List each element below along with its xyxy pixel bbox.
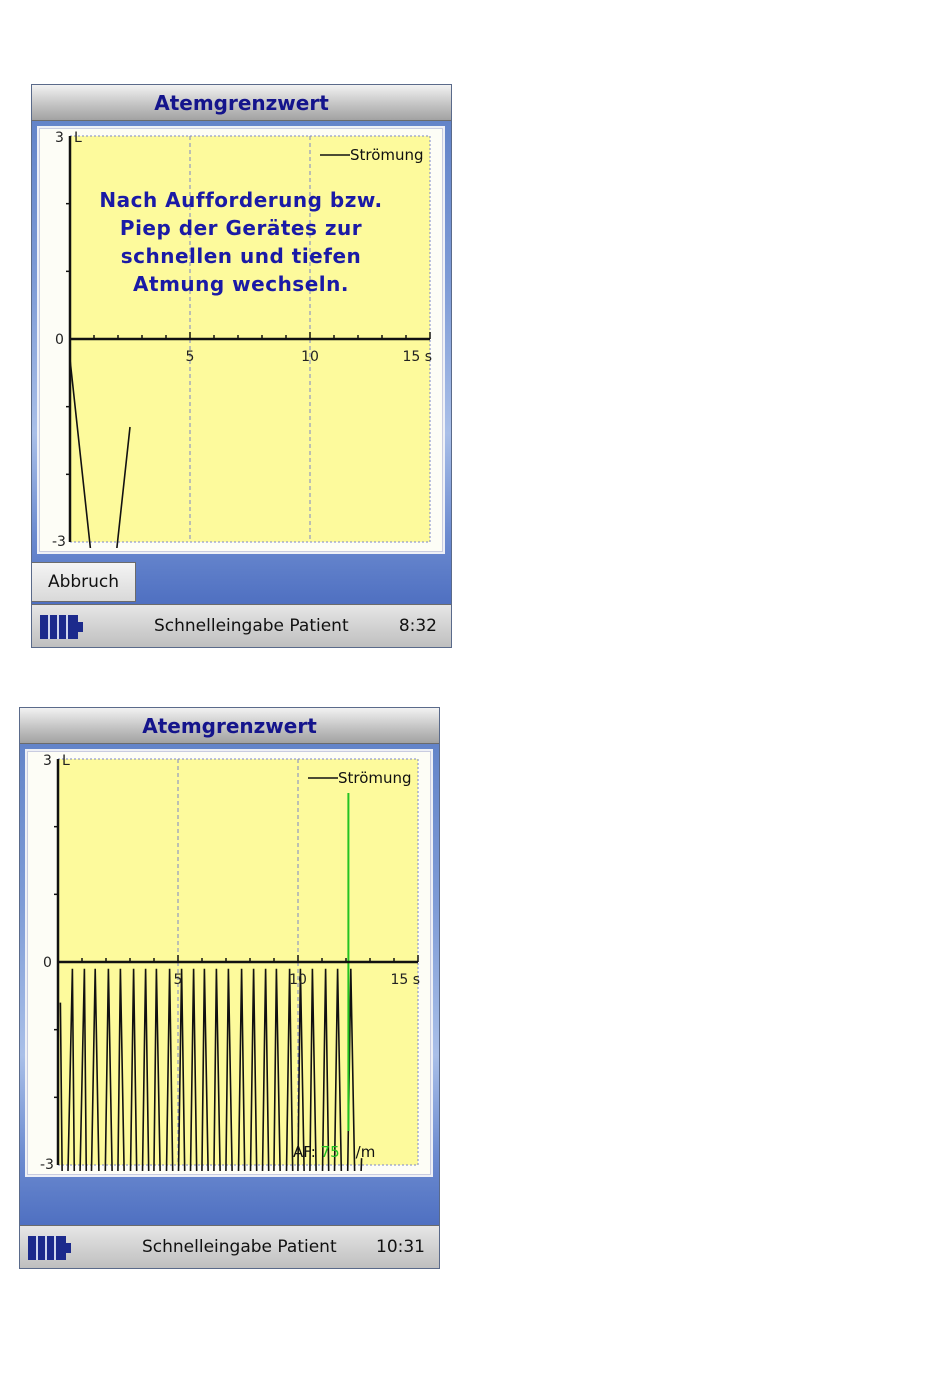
device-screen-1 [31,84,452,648]
status-time: 8:32 [398,616,437,636]
window-title: Atemgrenzwert [20,708,439,744]
instruction-line: Atmung wechseln. [133,272,349,296]
legend-label: Strömung [338,769,412,787]
status-time: 10:31 [376,1237,425,1257]
battery-icon [28,1236,72,1260]
instruction-line: Piep der Gerätes zur [119,216,363,240]
y-tick-label: 0 [43,955,52,971]
instruction-line: schnellen und tiefen [120,244,362,268]
y-tick-label: -3 [40,1157,54,1173]
flow-chart-frame [37,126,445,554]
x-tick-label: 10 [289,972,307,988]
cancel-button[interactable]: Abbruch [32,562,136,602]
x-tick-label: 15 s [390,972,420,988]
battery-icon [40,615,84,639]
af-readout [293,1143,375,1161]
status-label: Schnelleingabe Patient [142,1237,337,1257]
y-tick-label: 3 [55,130,64,146]
y-tick-label: -3 [52,534,66,550]
x-tick-label: 5 [173,972,183,988]
x-tick-label: 10 [301,349,319,365]
status-bar [20,1225,439,1268]
flow-chart-frame [25,749,433,1177]
y-unit-label: L [62,753,70,769]
instruction-line: Nach Aufforderung bzw. [99,188,383,212]
x-tick-label: 5 [185,349,195,365]
y-unit-label: L [74,130,82,146]
y-tick-label: 0 [55,332,64,348]
legend-label: Strömung [350,146,424,164]
instruction-text [39,186,443,298]
status-bar [32,604,451,647]
af-label: AF: [293,1143,321,1161]
af-unit: /m [355,1143,376,1161]
flow-chart [27,751,431,1175]
x-tick-label: 15 s [402,349,432,365]
device-screen-2 [19,707,440,1269]
af-value: 75 [320,1143,340,1161]
status-label: Schnelleingabe Patient [154,616,349,636]
y-tick-label: 3 [43,753,52,769]
window-title: Atemgrenzwert [32,85,451,121]
